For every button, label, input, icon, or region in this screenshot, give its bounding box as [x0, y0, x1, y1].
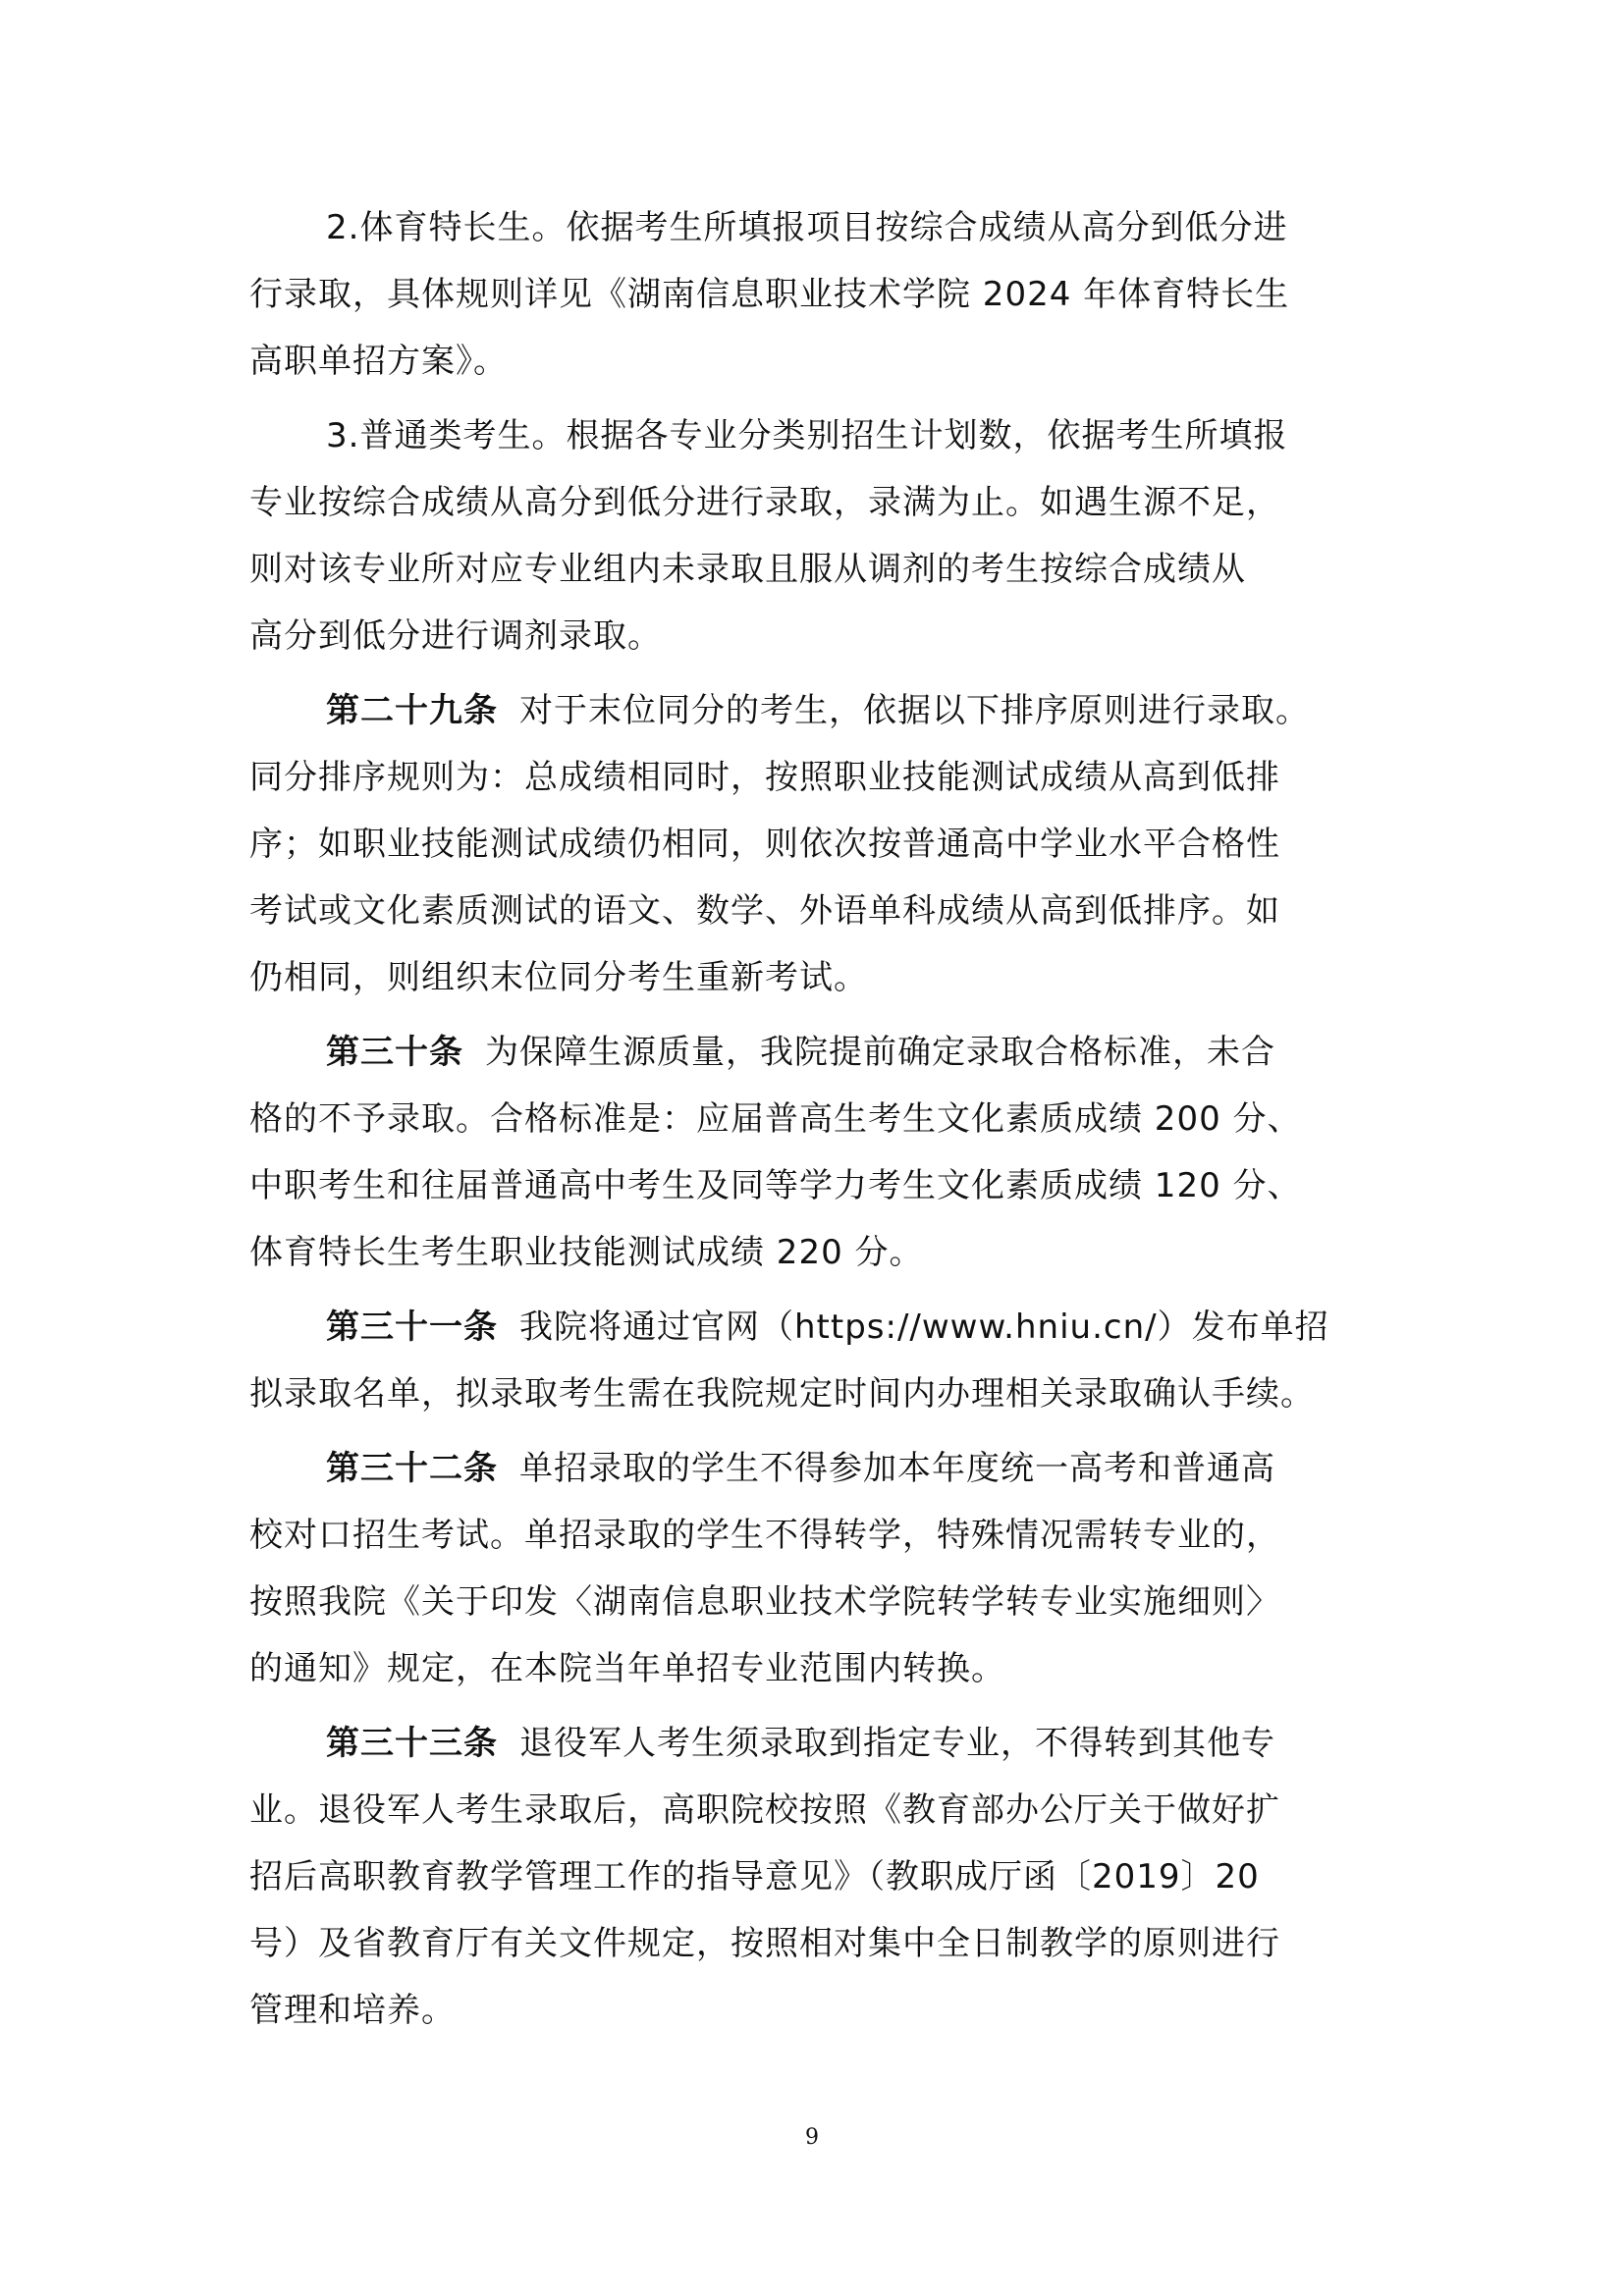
text-line: 管理和培养。 — [249, 1991, 456, 2030]
text-line: 同分排序规则为：总成绩相同时，按照职业技能测试成绩从高到低排 — [249, 758, 1280, 797]
article-first-line — [326, 687, 1310, 734]
article-first-line — [326, 1445, 1275, 1492]
article-heading: 第三十三条 — [326, 1724, 498, 1763]
article-text: 退役军人考生须录取到指定专业，不得转到其他专 — [519, 1724, 1275, 1763]
article-heading: 第三十一条 — [326, 1308, 498, 1347]
text-line: 中职考生和往届普通高中考生及同等学力考生文化素质成绩 120 分、 — [249, 1166, 1302, 1205]
text-line: 序；如职业技能测试成绩仍相同，则依次按普通高中学业水平合格性 — [249, 825, 1280, 864]
article-first-line — [326, 1304, 1329, 1351]
article-text: 单招录取的学生不得参加本年度统一高考和普通高 — [519, 1449, 1275, 1488]
text-line: 高职单招方案》。 — [249, 342, 508, 381]
article-text: 对于末位同分的考生，依据以下排序原则进行录取。 — [519, 691, 1310, 730]
text-line: 专业按综合成绩从高分到低分进行录取，录满为止。如遇生源不足， — [249, 483, 1280, 522]
article-text: 为保障生源质量，我院提前确定录取合格标准，未合 — [485, 1033, 1275, 1072]
text-line: 考试或文化素质测试的语文、数学、外语单科成绩从高到低排序。如 — [249, 891, 1280, 931]
article-first-line — [326, 1720, 1275, 1767]
article-heading: 第二十九条 — [326, 691, 498, 730]
text-line: 按照我院《关于印发〈湖南信息职业技术学院转学转专业实施细则〉 — [249, 1582, 1280, 1622]
text-line: 拟录取名单，拟录取考生需在我院规定时间内办理相关录取确认手续。 — [249, 1374, 1315, 1414]
text-line: 3.普通类考生。根据各专业分类别招生计划数，依据考生所填报 — [326, 416, 1288, 455]
article-heading: 第三十条 — [326, 1033, 463, 1072]
text-line: 招后高职教育教学管理工作的指导意见》（教职成厅函〔2019〕20 — [249, 1857, 1260, 1896]
article-first-line — [326, 1029, 1275, 1076]
text-line: 业。退役军人考生录取后，高职院校按照《教育部办公厅关于做好扩 — [249, 1790, 1280, 1830]
text-line: 号）及省教育厅有关文件规定，按照相对集中全日制教学的原则进行 — [249, 1924, 1280, 1963]
text-line: 行录取，具体规则详见《湖南信息职业技术学院 2024 年体育特长生 — [249, 275, 1290, 314]
text-line: 校对口招生考试。单招录取的学生不得转学，特殊情况需转专业的， — [249, 1516, 1280, 1555]
text-line: 格的不予录取。合格标准是：应届普高生考生文化素质成绩 200 分、 — [249, 1099, 1302, 1139]
page-number: 9 — [805, 2125, 819, 2150]
text-line: 的通知》规定，在本院当年单招专业范围内转换。 — [249, 1649, 1005, 1688]
text-line: 2.体育特长生。依据考生所填报项目按综合成绩从高分到低分进 — [326, 208, 1288, 247]
text-line: 仍相同，则组织末位同分考生重新考试。 — [249, 958, 868, 997]
text-line: 体育特长生考生职业技能测试成绩 220 分。 — [249, 1233, 924, 1272]
article-text: 我院将通过官网（https://www.hniu.cn/）发布单招 — [519, 1308, 1329, 1347]
text-line: 则对该专业所对应专业组内未录取且服从调剂的考生按综合成绩从 — [249, 550, 1246, 589]
article-heading: 第三十二条 — [326, 1449, 498, 1488]
text-line: 高分到低分进行调剂录取。 — [249, 616, 662, 656]
